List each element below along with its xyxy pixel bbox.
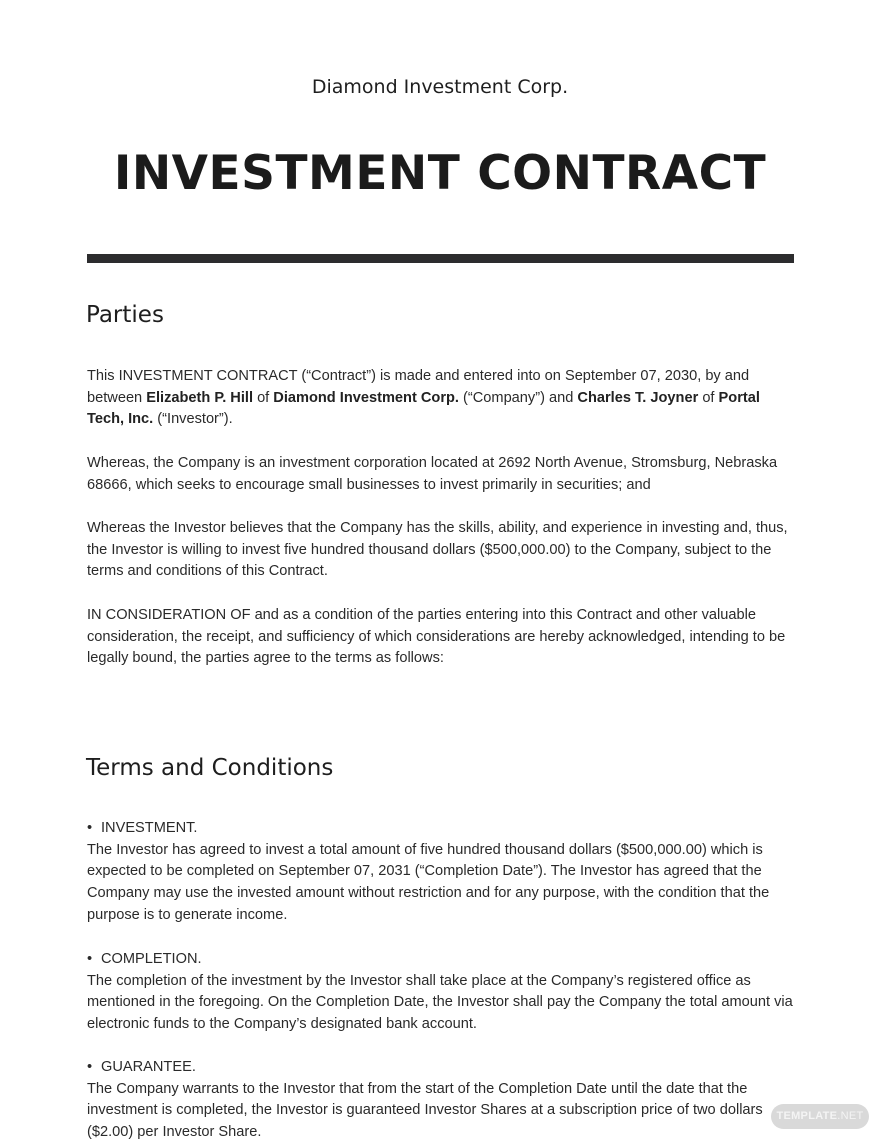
clause-guarantee: [87, 1057, 799, 1144]
parties-paragraph-1: [87, 366, 799, 431]
parties-paragraph-3: Whereas the Investor believes that the Company has the skills, ability, and experience in investing and, thus, the Investor is willing to invest five hundred thousand dollars ($500,000.00) to the Company, subject to the terms and conditions of this Contract.: [87, 520, 788, 580]
party-person-2: Charles T. Joyner: [577, 389, 699, 406]
of-text: of: [253, 389, 274, 406]
party-company-2: Portal Tech, Inc.: [87, 389, 760, 428]
party-company-1: Diamond Investment Corp.: [273, 389, 459, 406]
clause-investment: [87, 818, 799, 927]
clause-title: GUARANTEE.: [101, 1059, 196, 1075]
clause-title: COMPLETION.: [101, 951, 202, 967]
clause-body: The completion of the investment by the Investor shall take place at the Company’s registered office as mentioned in the foregoing. On the Completion Date, the Investor shall pay the Company the total amount via electronic funds to the Company’s designated bank account.: [87, 972, 793, 1033]
clause-title-row: [87, 949, 799, 971]
intro-text: This INVESTMENT CONTRACT (“Contract”) is made and entered into on September 07, 2030, by and between: [87, 368, 750, 406]
clause-title-row: [87, 1057, 799, 1079]
end-text: (“Investor”).: [153, 411, 233, 428]
party-person-1: Elizabeth P. Hill: [146, 389, 254, 406]
bullet-icon: •: [87, 820, 93, 836]
clause-completion: [87, 949, 799, 1036]
watermark-suffix: .NET: [837, 1110, 864, 1122]
clause-title-row: [87, 818, 799, 840]
watermark-brand: TEMPLATE: [776, 1110, 838, 1122]
title-divider: [87, 254, 794, 263]
document-title: INVESTMENT CONTRACT: [113, 146, 767, 201]
clause-body: The Investor has agreed to invest a total amount of five hundred thousand dollars ($500,000.00) which is expected to be completed on September 07, 2031 (“Completion Date”). The Investor has agreed that the Company may use the invested amount without restriction and for any purpose, with the condition that the purpose is to generate income.: [87, 841, 770, 923]
mid-text: (“Company”) and: [458, 389, 578, 406]
section-heading-parties: Parties: [86, 302, 164, 328]
bullet-icon: •: [87, 951, 93, 967]
parties-paragraph-4: IN CONSIDERATION OF and as a condition of the parties entering into this Contract and other valuable consideration, the receipt, and sufficiency of which considerations are hereby acknowledged, intending to be legally bound, the parties agree to the terms as follows:: [87, 607, 786, 667]
section-heading-terms: Terms and Conditions: [86, 755, 334, 781]
bullet-icon: •: [87, 1059, 93, 1075]
of-text: of: [698, 389, 719, 406]
clause-body: The Company warrants to the Investor that from the start of the Completion Date until the date that the investment is completed, the Investor is guaranteed Investor Shares at a subscription price of two dollars ($2.00) per Investor Share.: [87, 1080, 763, 1141]
parties-paragraph-2: Whereas, the Company is an investment corporation located at 2692 North Avenue, Stromsburg, Nebraska 68666, which seeks to encourage small businesses to invest primarily in securities; and: [87, 455, 778, 493]
company-name: Diamond Investment Corp.: [311, 76, 569, 98]
template-net-watermark[interactable]: [771, 1104, 869, 1129]
clause-title: INVESTMENT.: [101, 820, 198, 836]
